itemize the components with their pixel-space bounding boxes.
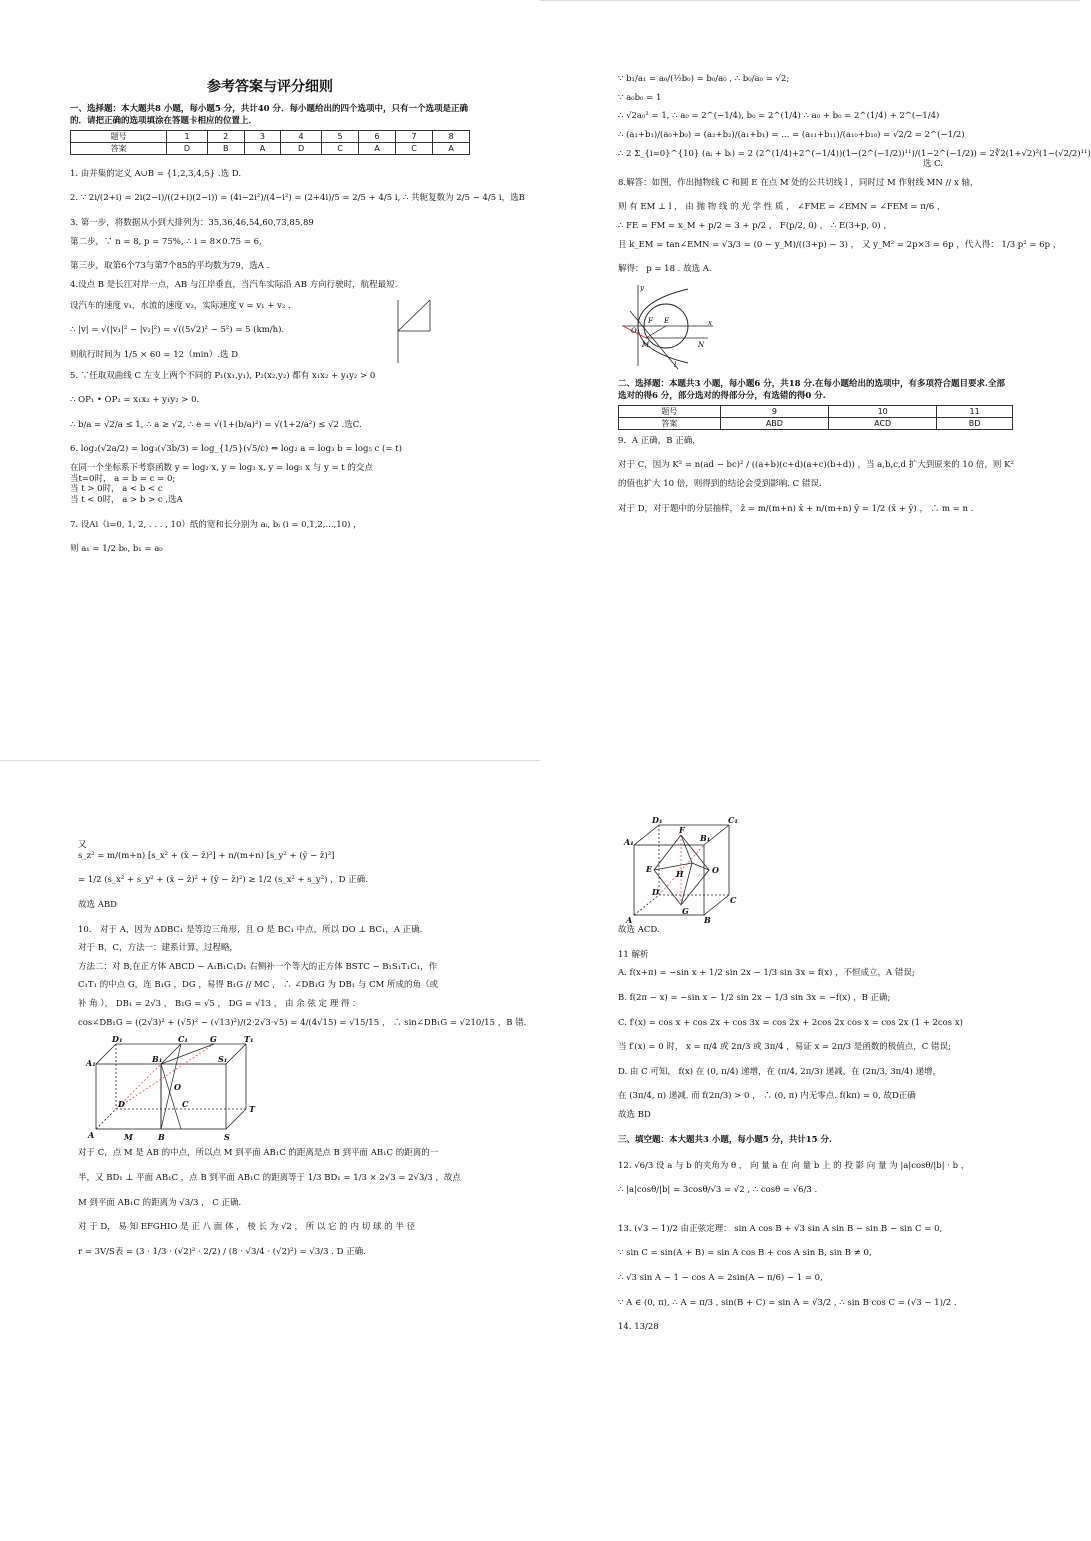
answer-10-lengths: 补 角 ）， DB₁ = 2√3 ， B₁G = √5 ， DG = √13 ， 由 余 弦 定 理 得 ： [78,999,361,1009]
table-cell: A [433,142,470,154]
table-cell: D [167,142,208,154]
answer-7-relation: 则 a₁ = 1/2 b₀, b₁ = a₀ [70,544,163,555]
answer-13: 13. (√3 − 1)/2 由正弦定理： sin A cos B + √3 sin A sin B − sin B − sin C = 0, [618,1223,943,1234]
fig-label: O [631,326,637,335]
table-cell: A [244,142,281,154]
answer-6-case-pos: 当 t > 0时， a < b < c [70,484,163,495]
answer-8-focus: ∴ FE = FM = x_M + p/2 = 3 + p/2 ， F(p/2, 0) ， ∴ E(3+p, 0) ， [618,221,892,231]
answer-7-geometric: ∴ (a₁+b₁)/(a₀+b₀) = (a₂+b₂)/(a₁+b₁) = ... = (a₁₁+b₁₁)/(a₁₀+b₁₀) = √2/2 = 2^(−1/2) [618,129,965,140]
section3-heading: 三、填空题：本大题共3 小题，每小题5 分，共计15 分. [618,1134,832,1145]
answer-13-result: ∵ A ∈ (0, π), ∴ A = π/3 , sin(B + C) = sin A = √3/2 , ∴ sin B cos C = (√3 − 1)/2 . [618,1297,957,1308]
fig-label: O [712,865,719,875]
table-cell: ABD [720,417,828,429]
fig-label: B [704,915,711,925]
fig-label: F [679,825,685,835]
table-cell: 9 [720,405,828,417]
fig-label: M [124,1132,133,1143]
answer-11-c: C. f′(x) = cos x + cos 2x + cos 3x = cos 2x + 2cos 2x cos x = cos 2x (1 + 2cos x) [618,1017,963,1028]
fig-label: A [88,1130,95,1141]
answer-9-choice: 故选 ABD [78,899,117,910]
page-title: 参考答案与评分细则 [207,79,333,95]
answer-11-a: A. f(x+π) = −sin x + 1/2 sin 2x − 1/3 sin 3x = f(x) ，不恒成立，A 错误; [618,968,915,979]
table-cell: 8 [433,130,470,142]
answer-4-time: 则航行时间为 1/5 × 60 = 12（min）.选 D [70,349,239,360]
answer-5-result: ∴ b/a = √2/a ≤ 1, ∴ a ≥ √2, ∴ e = √(1+(b/a)²) = √(1+2/a²) ≤ √2 .选C. [70,419,362,430]
page-bottom-right [618,815,1013,1475]
answer-6-graph: 在同一个坐标系下考察函数 y = log₂ x, y = log₃ x, y = log₅ x 与 y = t 的交点 [70,463,373,474]
answer-7-ratio: ∵ b₁/a₁ = a₀/(½b₀) = b₀/a₀ , ∴ b₀/a₀ = √2; [618,74,790,84]
answer-10-choice: 故选 ACD. [618,925,660,935]
answer-3-step1: 3. 第一步，将数据从小到大排列为：35,36,46,54,60,73,85,89 [70,218,314,229]
table-cell: 11 [937,405,1013,417]
page-top-right [618,60,1091,700]
answer-10-cosine: cos∠DB₁G = ((2√3)² + (√5)² − (√13)²)/(2·2√3·√5) = 4/(4√15) = √15/15 ， ∴ sin∠DB₁G = √210/15 ，B 错. [78,1017,527,1028]
fig-label: E [664,316,670,325]
table-cell: B [207,142,244,154]
answer-11-heading: 11 解析 [618,949,649,960]
table-cell: 答案 [619,417,721,429]
fig-label: N [698,340,705,349]
answer-6-case-zero: 当t=0时， a = b = c = 0; [70,473,176,484]
answer-10-c: 对于 C，点 M 是 AB 的中点，所以点 M 到平面 AB₁C 的距离是点 B 到平面 AB₁C 的距离的一 [78,1148,439,1159]
answer-9-c: 对于 C，因为 K² = n(ad − bc)² / ((a+b)(c+d)(a+c)(b+d)) ，当 a,b,c,d 扩大到原来的 10 倍，则 K² [618,460,1014,471]
answer-7-choice: 选 C. [922,159,943,170]
answer-4: 4.设点 B 是长江对岸一点，AB 与江岸垂直，当汽车实际沿 AB 方向行驶时，航程最短. [70,279,398,290]
fig-label: G [682,906,689,916]
fig-label: A [626,915,633,925]
answer-3-step3: 第三步，取第6个73与第7个85的平均数为79，选A . [70,261,270,272]
answer-10-a: 10． 对于 A，因为 ΔDBC₁ 是等边三角形，且 O 是 BC₁ 中点，所以 DO ⊥ BC₁，A 正确. [78,924,423,935]
fig-label: T [249,1104,255,1115]
fig-label: C [182,1099,189,1110]
fig-label: T₁ [244,1034,254,1045]
answer-6: 6. log₂(√2a/2) = log₃(√3b/3) = log_{1/5}(√5/c) ⇔ log₂ a = log₃ b = log₅ c (= t) [70,444,402,455]
answer-12-solve: ∴ |a|cosθ/|b| = 3cosθ/√3 = √2 , ∴ cosθ = √6/3 . [618,1185,818,1196]
fig-label: D [652,887,659,897]
answer-9: 9．A 正确，B 正确， [618,435,701,446]
answer-table-1-8 [70,130,470,155]
top-divider [540,0,1080,1]
fig-label: C₁ [178,1034,188,1045]
answer-14: 14. 13/28 [618,1322,659,1333]
fig-label: S₁ [218,1054,228,1065]
answer-8-slope: 且 k_EM = tan∠EMN = √3/3 = (0 − y_M)/((3+p) − 3) ， 又 y_M² = 2p×3 = 6p ，代入得： 1/3 p² = 6p ， [618,239,1062,250]
fig-label: F [648,316,653,325]
fig-label: D₁ [652,815,663,825]
section1-heading: 一、选择题：本大题共8 小题，每小题5 分，共计40 分．每小题给出的四个选项中，只有一个选项是正确的．请把正确的选项填涂在答题卡相应的位置上． [70,104,469,126]
table-cell: D [281,142,322,154]
answer-10-midpoint: C₁T₁ 的中点 G，连 B₁G ，DG ，易得 B₁G // MC ， ∴ ∠DB₁G 为 DB₁ 与 CM 所成的角（或 [78,980,438,991]
answer-7: 7. 设Ai（i=0, 1, 2, . . . , 10）纸的宽和长分别为 aᵢ, bᵢ (i = 0,1,2,...,10) ， [70,519,362,530]
answer-3-step2: 第二步，∵ n = 8, p = 75%, ∴ i = 8×0.75 = 6, [70,236,262,247]
table-cell: C [395,142,432,154]
fig-label: x [708,318,712,327]
fig-label: O [174,1082,181,1093]
fig-label: D [118,1099,125,1110]
fig-label: E [646,864,653,874]
table-cell: 5 [321,130,358,142]
answer-1: 1. 由并集的定义 A∪B = {1,2,3,4,5} .选 D. [70,168,242,179]
fig-label: B [158,1132,165,1143]
answer-7-product: ∵ a₀b₀ = 1 [618,92,662,103]
fig-label: l [674,360,677,369]
fig-label: M [642,340,650,349]
answer-10-d: 对 于 D， 易 知 EFGHIO 是 正 八 面 体 ， 棱 长 为 √2 ， 所 以 它 的 内 切 球 的 半 径 [78,1222,416,1233]
table-cell: 4 [281,130,322,142]
fig-label: y [640,283,644,292]
section2-heading: 二、选择题：本题共3 小题，每小题6 分，共18 分.在每小题给出的选项中，有多项符合题目要求.全部选对的得6 分，部分选对的得部分分，有选错的得0 分. [618,378,1005,401]
table-row [71,142,470,154]
table-cell: 2 [207,130,244,142]
answer-11-d-cont: 在 (3π/4, π) 递减. 而 f(2π/3) > 0 ， ∴ (0, π) 内无零点. f(kπ) = 0, 故D正确 [618,1091,916,1102]
answer-5-dot: ∴ OP₁ • OP₂ = x₁x₂ + y₁y₂ > 0. [70,395,200,406]
answer-9-variance: s_z² = m/(m+n) [s_x² + (x̄ − z̄)²] + n/(m+n) [s_y² + (ȳ − z̄)²] [78,850,335,861]
answer-8-solve: 解得： p = 18 . 故选 A. [618,264,712,275]
table-cell: 题号 [71,130,167,142]
answer-13-eq: ∴ √3 sin A − 1 − cos A = 2sin(A − π/6) − 1 = 0, [618,1273,823,1284]
answer-10-c-result: M 到平面 AB₁C 的距离为 √3/3 ， C 正确. [78,1197,242,1208]
fig-label: C [730,895,737,905]
answer-11-choice: 故选 BD [618,1110,651,1120]
fig-label: B₁ [700,833,711,843]
table-cell: 10 [829,405,937,417]
answer-10-method2: 方法二：对 B,在正方体 ABCD − A₁B₁C₁D₁ 右侧补一个等大的正方体 BSTC − B₁S₁T₁C₁，作 [78,961,438,972]
fig-label: B₁ [152,1054,163,1065]
fig-label: C₁ [728,815,738,825]
answer-10-bc: 对于 B，C，方法一：建系计算，过程略， [78,943,238,954]
answer-6-case-neg: 当 t < 0时， a > b > c ,选A [70,494,183,505]
fig-label: H [676,869,684,879]
table-row [619,405,1013,417]
answer-7-sum: ∴ 2 Σ_{i=0}^{10} (aᵢ + bᵢ) = 2 (2^(1/4)+2^(−1/4))(1−(2^(−1/2))¹¹)/(1−2^(−1/2)) = 2∜2(1+√2)²(1−(√2/2)¹¹) [618,148,1091,159]
table-cell: 7 [395,130,432,142]
page-bottom-left [78,840,527,1440]
table-row [71,130,470,142]
fig-label: A₁ [86,1058,96,1069]
table-cell: 答案 [71,142,167,154]
answer-8: 8.解答：如图，作出抛物线 C 和圆 E 在点 M 处的公共切线 l ，同时过 M 作射线 MN // x 轴， [618,177,979,188]
answer-10-c-cont: 半，又 BD₁ ⊥ 平面 AB₁C ，点 B 到平面 AB₁C 的距离等于 1/3 BD₁ = 1/3 × 2√3 = 2√3/3 ，故点 [78,1172,461,1183]
fig-label: G [210,1034,217,1045]
answer-9-ineq: = 1/2 (s_x² + s_y² + (x̄ − z̄)² + (ȳ − z̄)²) ≥ 1/2 (s_x² + s_y²) ，D 正确. [78,875,368,886]
table-cell: 6 [359,130,396,142]
table-cell: 3 [244,130,281,142]
table-cell: 1 [167,130,208,142]
fig-label: D₁ [112,1034,123,1045]
answer-12: 12. √6/3 设 a 与 b 的夹角为 θ ， 向 量 a 在 向 量 b 上 的 投 影 向 量 为 |a|cosθ/|b| · b ， [618,1160,970,1171]
page-top-left [70,60,525,700]
table-cell: 题号 [619,405,721,417]
fig-label: A₁ [624,837,634,847]
answer-9-c-cont: 的值也扩大 10 倍，则得到的结论会受到影响. C 错误. [618,478,822,489]
answer-2: 2. ∵ 2i/(2+i) = 2i(2−i)/((2+i)(2−i)) = (4i−2i²)/(4−i²) = (2+4i)/5 = 2/5 + 4/5 i, ∴ 共轭复数为 2/5 − 4/5 i，选B [70,193,525,204]
answer-11-b: B. f(2π − x) = −sin x − 1/2 sin 2x − 1/3 sin 3x = −f(x) ，B 正确; [618,992,891,1003]
velocity-vector-figure [390,295,440,365]
parabola-circle-figure [618,281,718,371]
answer-4-speed: ∴ |v| = √(|v₁|² − |v₂|²) = √((5√2)² − 5²) = 5 (km/h). [70,325,285,336]
answer-4-velocity: 设汽车的速度 v₁，水流的速度 v₂，实际速度 v = v₁ + v₂ . [70,300,291,311]
answer-5: 5. ∵任取双曲线 C 左支上两个不同的 P₁(x₁,y₁), P₂(x₂,y₂) 都有 x₁x₂ + y₁y₂ > 0 [70,370,376,381]
table-cell: ACD [829,417,937,429]
answer-9-d: 对于 D，对于题中的分层抽样， z̄ = m/(m+n) x̄ + n/(m+n) ȳ = 1/2 (x̄ + ȳ) ， ∴ m = n . [618,503,974,514]
double-cube-figure [86,1034,266,1144]
answer-7-a0b0: ∴ √2a₀² = 1, ∴ a₀ = 2^(−1/4), b₀ = 2^(1/4) ∴ a₀ + b₀ = 2^(1/4) + 2^(−1/4) [618,111,940,122]
table-cell: C [321,142,358,154]
answer-11-d: D. 由 C 可知， f(x) 在 (0, π/4) 递增，在 (π/4, 2π/3) 递减，在 (2π/3, 3π/4) 递增， [618,1066,942,1077]
answer-table-9-11 [618,405,1013,430]
table-row [619,417,1013,429]
fig-label: S [224,1132,230,1143]
answer-10-d-radius: r = 3V/S表 = (3 · 1/3 · (√2)² · 2/2) / (8 · √3/4 · (√2)²) = √3/3 . D 正确. [78,1246,366,1257]
middle-divider [0,760,540,761]
answer-11-c-roots: 当 f′(x) = 0 时， x = π/4 或 2π/3 或 3π/4 ，易证 x = 2π/3 是函数的极值点，C 错误; [618,1042,951,1053]
octahedron-cube-figure [624,815,744,925]
answer-9-also: 又 [78,840,87,850]
answer-13-sinc: ∵ sin C = sin(A + B) = sin A cos B + cos A sin B, sin B ≠ 0, [618,1248,872,1259]
table-cell: BD [937,417,1013,429]
answer-8-optics: 则 有 EM ⊥ l ， 由 抛 物 线 的 光 学 性 质 ， ∠FME = ∠EMN = ∠FEM = π/6 ， [618,202,946,213]
table-cell: A [359,142,396,154]
